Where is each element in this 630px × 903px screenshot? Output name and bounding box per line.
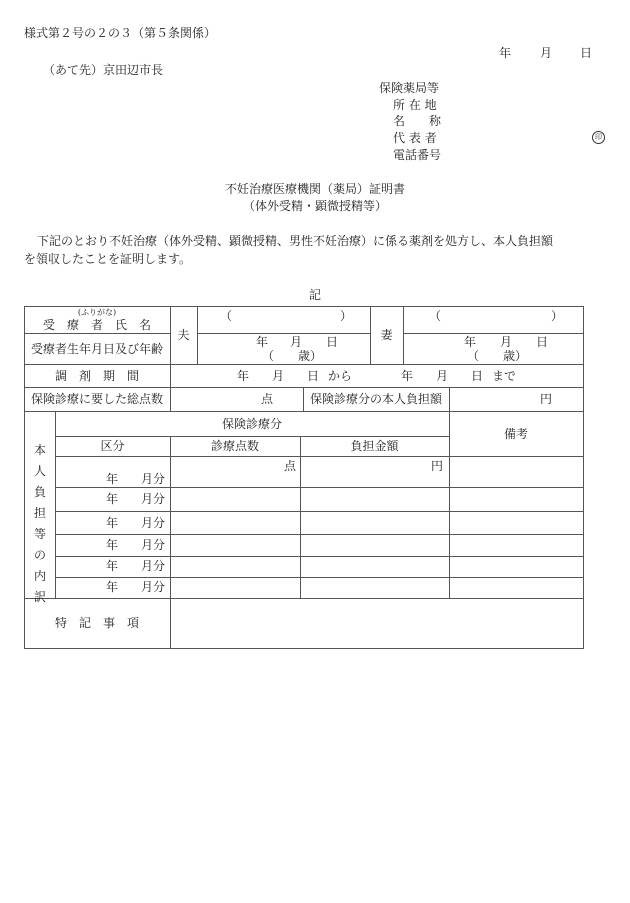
husband-birth-day: 日: [326, 335, 339, 349]
column-header-amount: 負担金額: [350, 439, 399, 453]
wife-birth-year: 年: [464, 335, 477, 349]
issuer-org-label: 保険薬局等: [379, 81, 440, 95]
period-end-year: 年: [401, 369, 414, 383]
breakdown-char: 訳: [33, 590, 46, 604]
body-line-2: を領収したことを証明します。: [24, 252, 192, 266]
wife-birth-day: 日: [536, 335, 549, 349]
seal-icon: 印: [592, 131, 605, 144]
breakdown-char: 内: [33, 569, 46, 583]
birth-age-label: 受療者生年月日及び年齢: [30, 342, 163, 356]
issuer-name-label: 名 称: [393, 114, 442, 128]
wife-age: （ 歳）: [467, 349, 528, 363]
row-month: 月分: [141, 492, 166, 506]
breakdown-char: 負: [33, 485, 46, 499]
husband-name-paren-open: （: [220, 309, 233, 323]
date-month: 月: [540, 46, 553, 60]
special-notes-label: 特 記 事 項: [54, 616, 139, 630]
row-year: 年: [106, 516, 119, 530]
addressee: （あて先）京田辺市長: [43, 63, 164, 77]
row-year: 年: [106, 580, 119, 594]
husband-birth-month: 月: [290, 335, 303, 349]
furigana-label: (ふりがな): [77, 308, 117, 317]
period-to: まで: [492, 369, 517, 383]
ki-label: 記: [308, 288, 321, 302]
breakdown-char: 等: [33, 527, 46, 541]
insurance-portion-header: 保険診療分: [221, 417, 282, 431]
patient-name-label: 受 療 者 氏 名: [42, 318, 151, 332]
row-year: 年: [106, 492, 119, 506]
document-subtitle: （体外受精・顕微授精等）: [242, 199, 387, 213]
row-month: 月分: [141, 538, 166, 552]
row-year: 年: [106, 538, 119, 552]
row-year: 年: [106, 472, 119, 486]
row-yen-unit: 円: [431, 459, 444, 473]
total-points-label: 保険診療に要した総点数: [30, 392, 163, 406]
period-from: から: [328, 369, 353, 383]
wife-name-paren-close: ）: [551, 309, 564, 323]
breakdown-char: 本: [33, 443, 46, 457]
husband-label: 夫: [177, 328, 190, 342]
total-points-unit: 点: [261, 392, 274, 406]
period-start-year: 年: [237, 369, 250, 383]
remarks-header: 備考: [503, 427, 528, 441]
row-month: 月分: [141, 559, 166, 573]
breakdown-char: の: [33, 548, 46, 562]
husband-name-paren-close: ）: [340, 309, 353, 323]
period-start-day: 日: [307, 369, 320, 383]
row-month: 月分: [141, 516, 166, 530]
row-points-unit: 点: [284, 459, 297, 473]
issuer-representative-label: 代 表 者: [393, 131, 437, 145]
wife-label: 妻: [380, 328, 393, 342]
breakdown-char: 人: [33, 464, 46, 478]
breakdown-label: [33, 440, 47, 608]
row-year: 年: [106, 559, 119, 573]
husband-age: （ 歳）: [262, 349, 323, 363]
husband-birth-year: 年: [256, 335, 269, 349]
wife-birth-month: 月: [500, 335, 513, 349]
issuer-address-label: 所 在 地: [393, 98, 437, 112]
document-title: 不妊治療医療機関（薬局）証明書: [224, 182, 405, 196]
copay-label: 保険診療分の本人負担額: [309, 392, 442, 406]
row-month: 月分: [141, 472, 166, 486]
period-start-month: 月: [272, 369, 285, 383]
issuer-phone-label: 電話番号: [393, 148, 442, 162]
column-header-category: 区分: [100, 439, 125, 453]
body-line-1: 下記のとおり不妊治療（体外受精、顕微授精、男性不妊治療）に係る薬剤を処方し、本人負担額: [37, 234, 554, 248]
wife-name-paren-open: （: [429, 309, 442, 323]
column-header-points: 診療点数: [210, 439, 259, 453]
date-day: 日: [580, 46, 593, 60]
date-year: 年: [499, 46, 512, 60]
row-month: 月分: [141, 580, 166, 594]
form-number: 様式第２号の２の３（第５条関係）: [24, 26, 217, 40]
dispensing-period-label: 調 剤 期 間: [54, 369, 139, 383]
period-end-day: 日: [471, 369, 484, 383]
breakdown-char: 担: [33, 506, 46, 520]
period-end-month: 月: [436, 369, 449, 383]
copay-yen-unit: 円: [540, 392, 553, 406]
